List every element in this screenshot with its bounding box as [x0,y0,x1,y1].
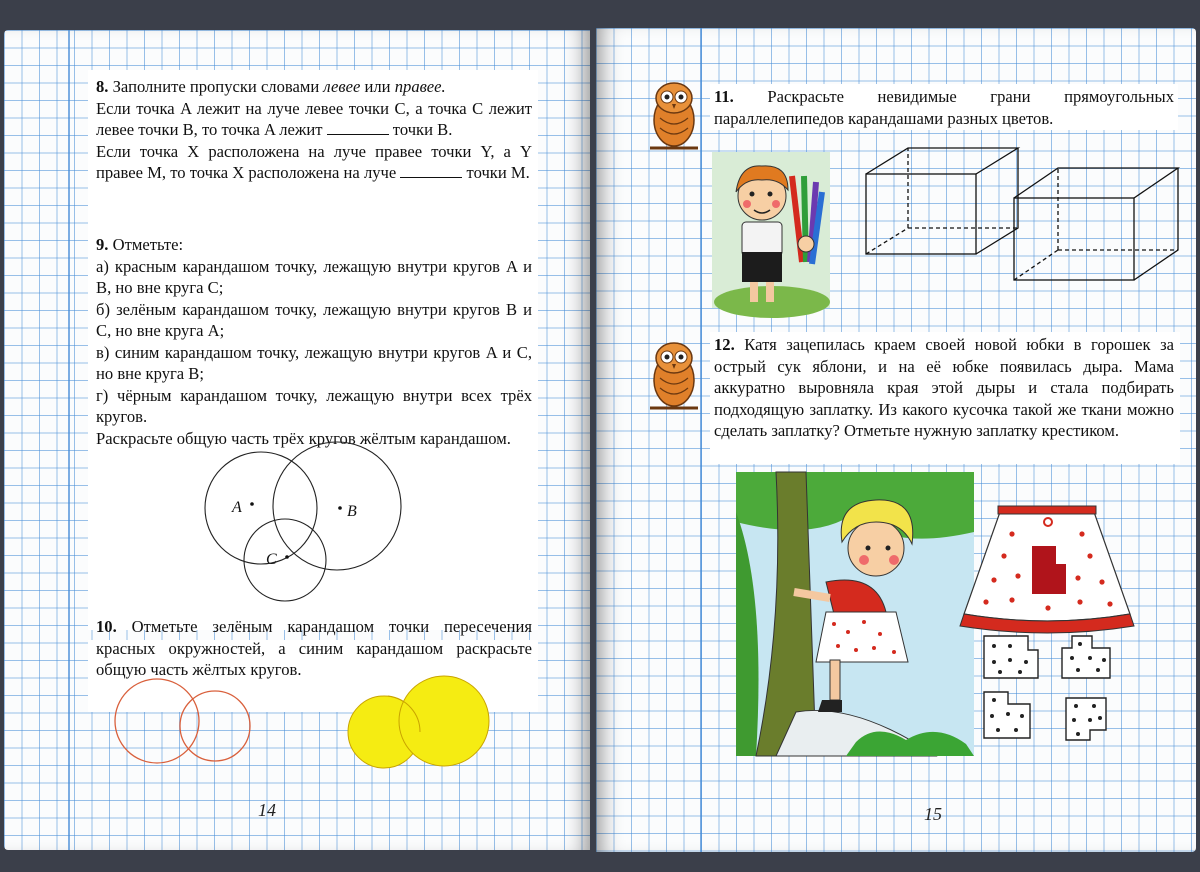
task8-word-right: правее. [394,77,446,96]
task8-text-1: Заполните пропуски словами [112,77,320,96]
task8-number: 8. [96,77,109,96]
task8-or: или [364,77,391,96]
red-circle-left[interactable] [115,679,199,763]
task9-instruction: Раскрасьте общую часть трёх кругов жёлтым карандашом. [96,428,511,448]
patch-option-4[interactable] [1066,698,1106,740]
girl-on-tree-illustration [736,472,974,756]
owl-icon [644,74,704,154]
red-circle-right[interactable] [180,691,250,761]
patch-option-2[interactable] [1062,636,1110,678]
task12 [714,334,1174,442]
task8-text-4: Если точка X расположена на луче правее точки Y, а Y правее M, то точка X расположена на луче [96,141,532,182]
cuboid-1[interactable] [866,148,1018,254]
task10-text: Отметьте зелёным карандашом точки пересечения красных окружностей, а синим карандашом раскрасьте общую часть жёлтых кругов. [96,617,532,679]
boy-with-pencils-illustration [712,152,830,308]
task8-word-left: левее [323,77,361,96]
skirt-with-hole [952,504,1142,634]
task9-item-d: г) чёрным карандашом точку, лежащую внутри всех трёх кругов. [96,385,532,426]
right-page [596,28,1196,852]
task8-text-2: Если точка A лежит на луче левее точки C, а точка C лежит левее точки B, то точка A лежит [96,98,532,139]
patch-option-1[interactable] [984,636,1038,678]
task11-text: Раскрасьте невидимые грани прямоугольных параллелепипедов карандашами разных цветов. [714,87,1174,128]
left-page-number: 14 [258,800,276,820]
task9-item-c: в) синим карандашом точку, лежащую внутри кругов A и C, но вне круга B; [96,342,532,383]
yellow-circle-right[interactable] [399,676,489,766]
cuboid-2[interactable] [1014,168,1178,280]
task9-title: Отметьте: [112,235,184,254]
task11 [714,86,1174,129]
task9-item-a: а) красным карандашом точку, лежащую внутри кругов A и B, но вне круга C; [96,256,532,297]
left-page [4,30,590,850]
task10-circles [4,30,590,850]
task11-number: 11. [714,87,734,106]
label-a: A [232,499,242,516]
task9-number: 9. [96,235,109,254]
patch-option-3[interactable] [984,692,1030,738]
patch-options [980,634,1130,754]
task8-text-3: точки B. [392,120,453,139]
label-c: C [266,551,277,568]
task12-number: 12. [714,335,735,354]
task9-item-b: б) зелёным карандашом точку, лежащую внутри кругов B и C, но вне круга A; [96,299,532,340]
label-b: B [347,503,357,520]
parallelepipeds-diagram [846,146,1186,286]
task12-text: Катя зацепилась краем своей новой юбки в горошек за острый сук яблони, и на её юбке появилась дыра. Мама аккуратно выровняла края этой дыры и стала подбирать подходящую заплатку. Из какого кусочка такой же ткани можно сделать заплатку? Отметьте нужную заплатку крестиком. [714,335,1174,440]
task10-number: 10. [96,617,117,636]
right-page-number: 15 [924,804,942,824]
task8-text-5: точки M. [466,163,530,182]
owl-icon-2 [644,334,704,414]
